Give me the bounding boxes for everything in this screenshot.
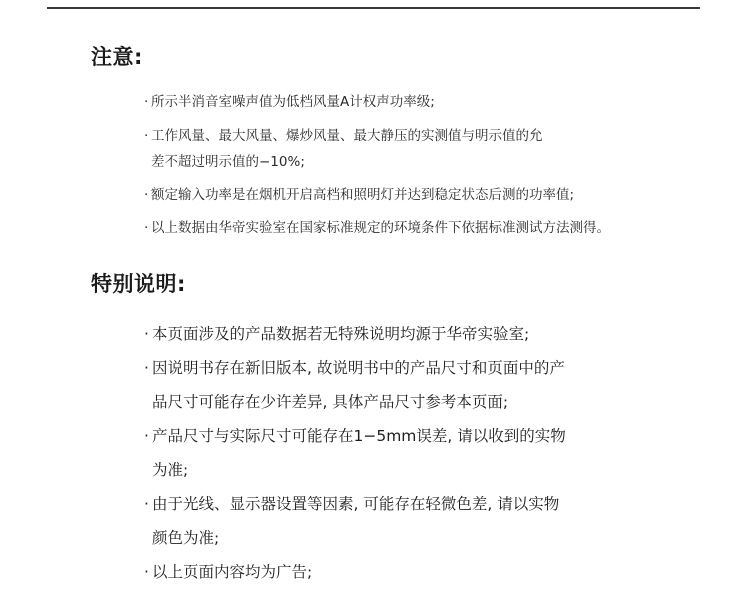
special-item-line: 产品尺寸与实际尺寸可能存在1−5mm误差, 请以收到的实物 xyxy=(152,427,566,445)
special-item-line: 以上页面内容均为广告; xyxy=(152,563,313,581)
special-item xyxy=(144,351,566,419)
notice-item-line: 额定输入功率是在烟机开启高档和照明灯并达到稳定状态后测的功率值; xyxy=(151,187,575,203)
special-item-line: 品尺寸可能存在少许差异, 具体产品尺寸参考本页面; xyxy=(152,393,509,411)
special-item xyxy=(144,555,566,589)
special-notes-title: 特别说明: xyxy=(91,272,186,296)
notice-list xyxy=(144,90,610,249)
bullet-dot: · xyxy=(144,563,149,581)
notice-item-line: 差不超过明示值的−10%; xyxy=(151,154,305,170)
notice-item-line: 以上数据由华帝实验室在国家标准规定的环境条件下依据标准测试方法测得。 xyxy=(151,220,610,236)
bullet-dot: · xyxy=(144,220,149,236)
special-item-line: 本页面涉及的产品数据若无特殊说明均源于华帝实验室; xyxy=(152,325,530,343)
notice-item-line: 所示半消音室噪声值为低档风量A计权声功率级; xyxy=(151,94,435,110)
bullet-dot: · xyxy=(144,427,149,445)
notice-item xyxy=(144,183,610,208)
bullet-dot: · xyxy=(144,94,149,110)
special-item xyxy=(144,487,566,555)
bullet-dot: · xyxy=(144,187,149,203)
notice-item xyxy=(144,123,610,175)
bullet-dot: · xyxy=(144,128,149,144)
notice-item xyxy=(144,90,610,115)
bullet-dot: · xyxy=(144,495,149,513)
special-item xyxy=(144,419,566,487)
bullet-dot: · xyxy=(144,359,149,377)
special-item-line: 因说明书存在新旧版本, 故说明书中的产品尺寸和页面中的产 xyxy=(152,359,565,377)
special-item-line: 为准; xyxy=(152,461,189,479)
special-item xyxy=(144,317,566,351)
notice-title: 注意: xyxy=(91,45,143,69)
special-notes-list xyxy=(144,317,566,589)
special-item-line: 颜色为准; xyxy=(152,529,220,547)
notice-item xyxy=(144,216,610,241)
bullet-dot: · xyxy=(144,325,149,343)
top-divider xyxy=(47,7,700,9)
special-item-line: 由于光线、显示器设置等因素, 可能存在轻微色差, 请以实物 xyxy=(152,495,560,513)
notice-item-line: 工作风量、最大风量、爆炒风量、最大静压的实测值与明示值的允 xyxy=(151,128,543,144)
